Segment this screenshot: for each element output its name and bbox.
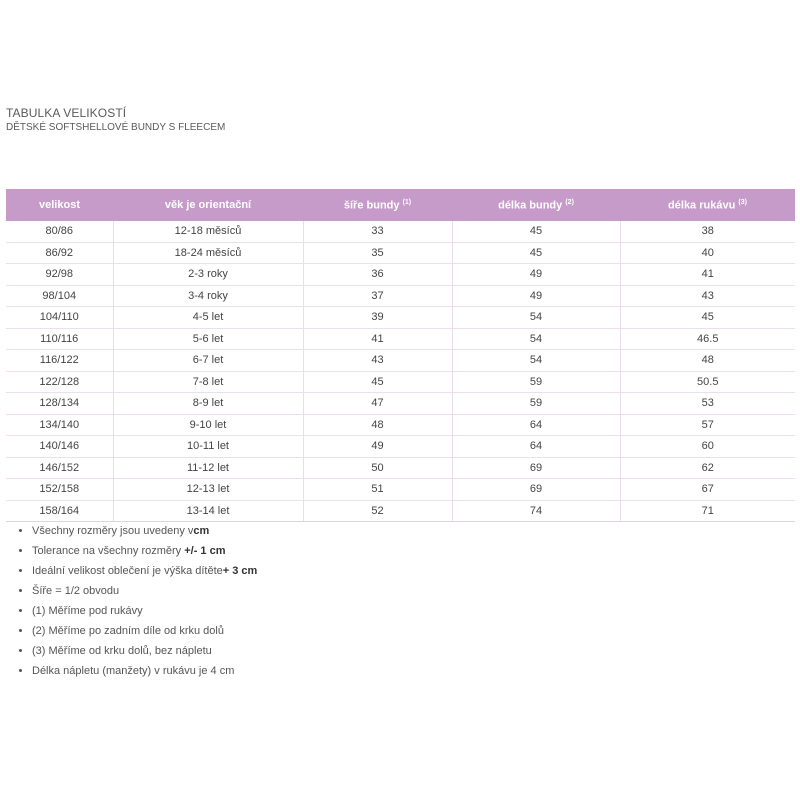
table-row [6,479,795,501]
table-cell: 54 [452,307,620,329]
table-cell: 46.5 [620,328,795,350]
column-header-label: věk je orientační [164,199,252,211]
column-header [6,189,113,221]
table-cell: 54 [452,350,620,372]
note-item [32,564,262,578]
notes-list [20,524,262,684]
page-title: TABULKA VELIKOSTÍ [6,106,127,120]
table-cell: 122/128 [6,371,113,393]
note-item [32,664,262,678]
table-cell: 80/86 [6,221,113,242]
table-cell: 116/122 [6,350,113,372]
table-cell: 60 [620,436,795,458]
table-cell: 49 [303,436,452,458]
table-row [6,264,795,286]
table-cell: 54 [452,328,620,350]
table-cell: 128/134 [6,393,113,415]
table-cell: 57 [620,414,795,436]
table-row [6,457,795,479]
note-text: (3) Měříme od krku dolů, bez nápletu [32,645,212,657]
table-cell: 6-7 let [113,350,303,372]
table-cell: 62 [620,457,795,479]
table-cell: 38 [620,221,795,242]
table-cell: 49 [452,264,620,286]
table-row [6,414,795,436]
table-cell: 158/164 [6,500,113,522]
table-cell: 48 [620,350,795,372]
table-cell: 69 [452,479,620,501]
table-cell: 53 [620,393,795,415]
table-cell: 43 [620,285,795,307]
note-text: (1) Měříme pod rukávy [32,605,143,617]
column-header [303,189,452,221]
header [6,106,225,134]
note-item [32,544,262,558]
table-row [6,436,795,458]
column-header [620,189,795,221]
table-row [6,393,795,415]
table-cell: 152/158 [6,479,113,501]
table-cell: 45 [620,307,795,329]
note-text: Délka nápletu (manžety) v rukávu je 4 cm [32,665,235,677]
note-text: (2) Měříme po zadním díle od krku dolů [32,625,224,637]
table-cell: 40 [620,242,795,264]
note-emphasis: +/- 1 cm [184,545,226,557]
table-cell: 92/98 [6,264,113,286]
table-cell: 69 [452,457,620,479]
note-item [32,644,262,658]
table-cell: 134/140 [6,414,113,436]
column-header [452,189,620,221]
table-cell: 2-3 roky [113,264,303,286]
column-header-label: šíře bundy [343,199,400,212]
table-cell: 41 [303,328,452,350]
table-cell: 45 [452,242,620,264]
column-header-footnote: (2) [565,198,574,206]
table-cell: 12-18 měsíců [113,221,303,242]
column-header-label: délka rukávu [668,199,736,212]
table-header-row [6,189,795,221]
column-header-footnote: (3) [738,198,747,206]
table-cell: 146/152 [6,457,113,479]
note-item [32,624,262,638]
table-cell: 39 [303,307,452,329]
table-cell: 59 [452,393,620,415]
table-cell: 13-14 let [113,500,303,522]
table-cell: 50 [303,457,452,479]
table-row [6,242,795,264]
column-header-label: velikost [39,199,80,211]
table-cell: 8-9 let [113,393,303,415]
table-cell: 3-4 roky [113,285,303,307]
table-cell: 33 [303,221,452,242]
column-header-footnote: (1) [402,198,412,206]
table-body [6,221,795,522]
note-item [32,584,262,598]
table-cell: 51 [303,479,452,501]
table-cell: 45 [303,371,452,393]
note-text: Všechny rozměry jsou uvedeny v [32,525,194,537]
note-text: Tolerance na všechny rozměry [32,545,185,557]
table-row [6,328,795,350]
table-cell: 41 [620,264,795,286]
table-cell: 12-13 let [113,479,303,501]
table-cell: 59 [452,371,620,393]
note-text: Šíře = 1/2 obvodu [32,585,120,597]
table-cell: 47 [303,393,452,415]
table-cell: 18-24 měsíců [113,242,303,264]
table-cell: 9-10 let [113,414,303,436]
table-cell: 104/110 [6,307,113,329]
column-header-label: délka bundy [498,199,563,212]
column-header [113,189,303,221]
table-cell: 45 [452,221,620,242]
table-cell: 140/146 [6,436,113,458]
table-cell: 5-6 let [113,328,303,350]
note-text: Ideální velikost oblečení je výška dítěte [32,565,223,577]
table-cell: 86/92 [6,242,113,264]
note-item [32,604,262,618]
size-table [6,189,795,522]
table-cell: 10-11 let [113,436,303,458]
table-cell: 7-8 let [113,371,303,393]
table-cell: 64 [452,414,620,436]
table-row [6,371,795,393]
table-cell: 49 [452,285,620,307]
table-cell: 71 [620,500,795,522]
table-cell: 50.5 [620,371,795,393]
table-cell: 11-12 let [113,457,303,479]
table-cell: 64 [452,436,620,458]
table-row [6,285,795,307]
table-cell: 37 [303,285,452,307]
table-cell: 52 [303,500,452,522]
table-cell: 98/104 [6,285,113,307]
note-item [32,524,262,538]
table-row [6,221,795,242]
table-cell: 36 [303,264,452,286]
table-row [6,350,795,372]
table-cell: 74 [452,500,620,522]
table-cell: 48 [303,414,452,436]
table-row [6,500,795,522]
note-emphasis: cm [193,525,210,537]
table-cell: 67 [620,479,795,501]
page-subtitle: DĚTSKÉ SOFTSHELLOVÉ BUNDY S FLEECEM [6,122,226,133]
table-cell: 35 [303,242,452,264]
note-emphasis: + 3 cm [222,565,258,577]
table-cell: 43 [303,350,452,372]
table-cell: 4-5 let [113,307,303,329]
table-row [6,307,795,329]
table-cell: 110/116 [6,328,113,350]
